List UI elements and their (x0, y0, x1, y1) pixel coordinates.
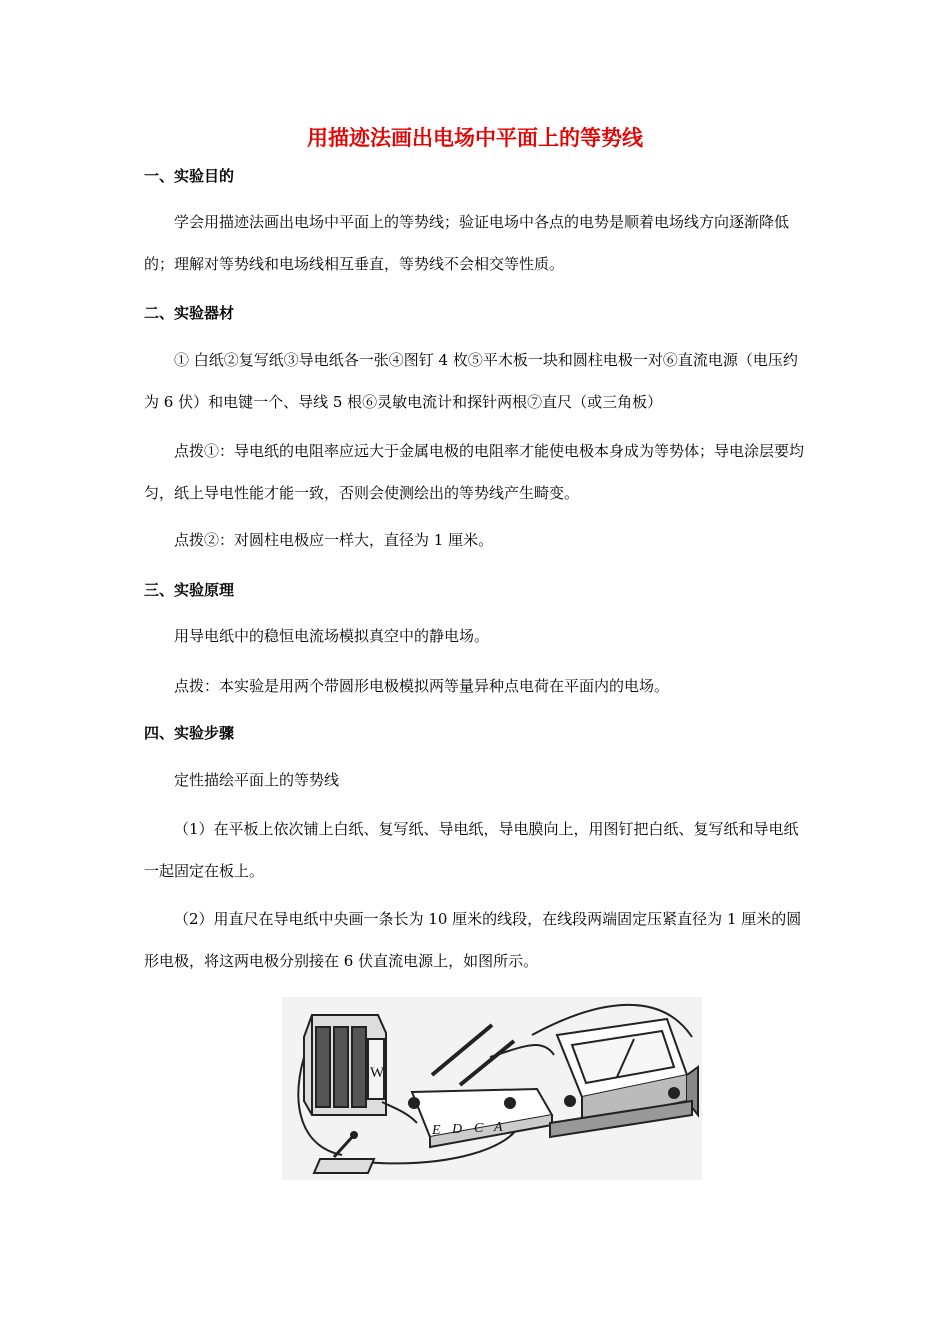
board-label-d: D (452, 1122, 463, 1137)
conductive-board (409, 1089, 552, 1147)
apparatus-illustration (282, 997, 702, 1180)
key-switch (314, 1132, 374, 1173)
battery-label: W (370, 1065, 385, 1081)
paragraph-principle: 用导电纸中的稳恒电流场模拟真空中的静电场。 (174, 627, 490, 645)
galvanometer (550, 1019, 698, 1137)
probe-2 (460, 1041, 514, 1085)
paragraph-steps-intro: 定性描绘平面上的等势线 (174, 771, 340, 789)
paragraph-tip-2: 点拨②：对圆柱电极应一样大，直径为 1 厘米。 (174, 531, 494, 549)
document-title: 用描迹法画出电场中平面上的等势线 (307, 126, 643, 150)
section-heading-steps: 四、实验步骤 (144, 724, 235, 742)
apparatus-figure (282, 997, 702, 1180)
paragraph-tip-1: 点拨①：导电纸的电阻率应远大于金属电极的电阻率才能使电极本身成为等势体；导电涂层要均匀，纸上导电性能才能一致，否则会使测绘出的等势线产生畸变。 (144, 442, 805, 502)
paragraph-purpose: 学会用描迹法画出电场中平面上的等势线；验证电场中各点的电势是顺着电场线方向逐渐降低的；理解对等势线和电场线相互垂直，等势线不会相交等性质。 (144, 213, 790, 273)
section-heading-purpose: 一、实验目的 (144, 167, 235, 185)
section-heading-principle: 三、实验原理 (144, 581, 235, 599)
paragraph-principle-tip: 点拨：本实验是用两个带圆形电极模拟两等量异种点电荷在平面内的电场。 (174, 677, 670, 695)
board-label-e: E (432, 1123, 441, 1138)
section-heading-equipment: 二、实验器材 (144, 304, 235, 322)
paragraph-step-1: （1）在平板上依次铺上白纸、复写纸、导电纸，导电膜向上，用图钉把白纸、复写纸和导电纸一起固定在板上。 (144, 820, 799, 880)
board-label-c: C (474, 1121, 484, 1136)
board-label-a: A (494, 1120, 503, 1135)
paragraph-step-2: （2）用直尺在导电纸中央画一条长为 10 厘米的线段，在线段两端固定压紧直径为 1 厘米的圆形电极，将这两电极分别接在 6 伏直流电源上，如图所示。 (144, 910, 802, 970)
paragraph-equipment-list: ① 白纸②复写纸③导电纸各一张④图钉 4 枚⑤平木板一块和圆柱电极一对⑥直流电源（电压约为 6 伏）和电键一个、导线 5 根⑥灵敏电流计和探针两根⑦直尺（或三角板） (144, 351, 798, 411)
